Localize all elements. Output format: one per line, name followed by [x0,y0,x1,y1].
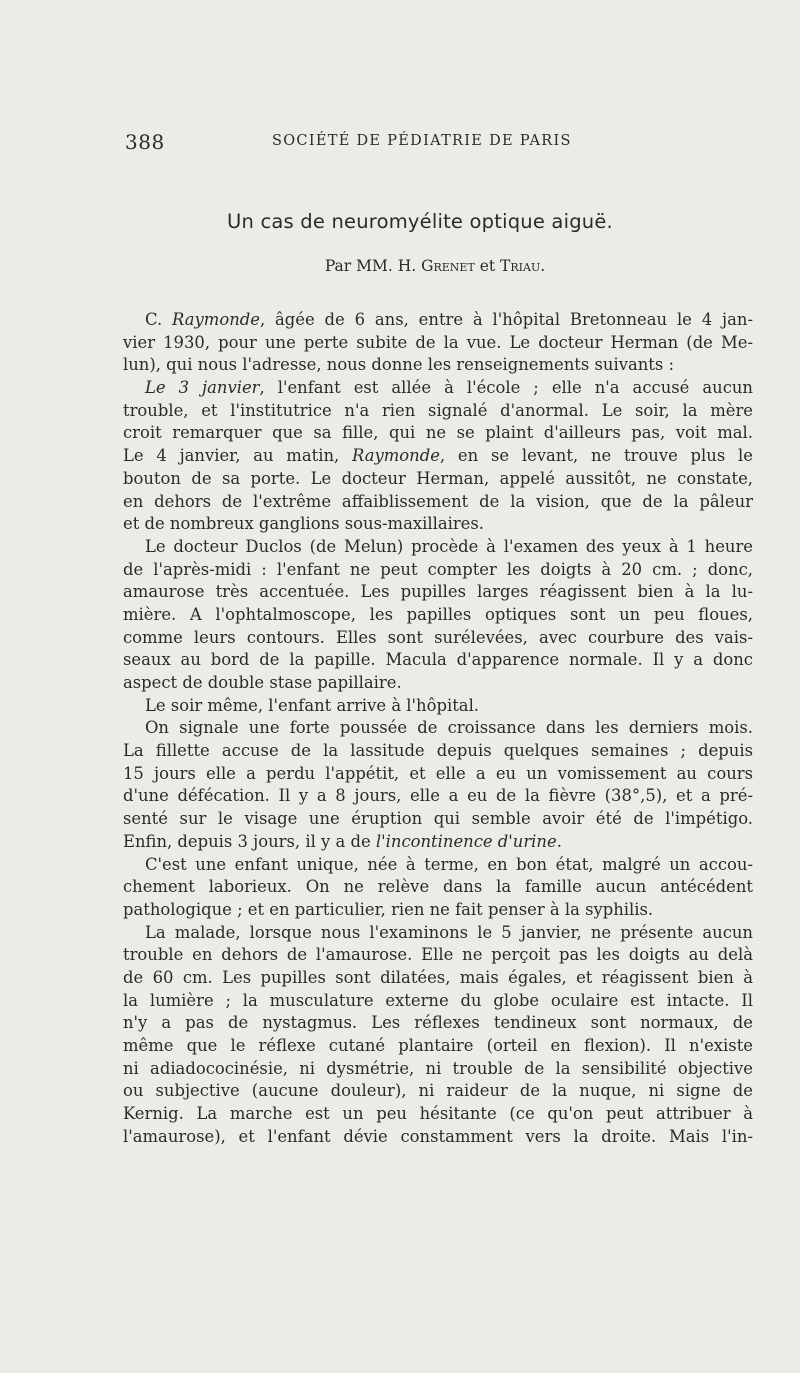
body-line: de 60 cm. Les pupilles sont dilatées, mais égales, et réagissent bien à [123,967,753,987]
author-triau: Triau [500,257,541,275]
body-line: Enfin, depuis 3 jours, il y a de l'incontinence d'urine. [123,831,562,851]
body-line: seaux au bord de la papille. Macula d'apparence normale. Il y a donc [123,650,753,670]
body-line: même que le réflexe cutané plantaire (orteil en flexion). Il n'existe [123,1036,753,1055]
body-line: comme leurs contours. Elles sont surélevées, avec courbure des vais- [123,627,753,647]
body-line: 15 jours elle a perdu l'appétit, et elle a eu un vomissement au cours [123,763,753,783]
body-line: aspect de double stase papillaire. [123,673,402,692]
authors-prefix: Par MM. H. [324,257,422,275]
body-line: ni adiadococinésie, ni dysmétrie, ni trouble de la sensibilité objective [123,1058,753,1078]
body-line: Le 3 janvier, l'enfant est allée à l'école ; elle n'a accusé aucun [145,378,753,398]
body-line: de l'après-midi : l'enfant ne peut compter les doigts à 20 cm. ; donc, [123,559,753,579]
body-line: amaurose très accentuée. Les pupilles larges réagissent bien à la lu- [123,582,753,602]
body-line: l'amaurose), et l'enfant dévie constamment vers la droite. Mais l'in- [123,1126,753,1146]
body-line: et de nombreux ganglions sous-maxillaires. [123,514,484,534]
authors-suffix: . [540,257,546,275]
body-line: La malade, lorsque nous l'examinons le 5 janvier, ne présente aucun [145,922,753,942]
article-body [123,309,753,1148]
body-line: Kernig. La marche est un peu hésitante (ce qu'on peut attribuer à [123,1104,753,1124]
body-line: n'y a pas de nystagmus. Les réflexes tendineux sont normaux, de [123,1013,753,1033]
article-title: Un cas de neuromyélite optique aiguë. [227,210,613,233]
body-line: vier 1930, pour une perte subite de la vue. Le docteur Herman (de Me- [123,332,753,352]
body-line: mière. A l'ophtalmoscope, les papilles optiques sont un peu floues, [123,604,753,624]
body-line: la lumière ; la musculature externe du globe oculaire est intacte. Il [123,990,753,1010]
page-number: 388 [125,130,165,154]
body-line: trouble en dehors de l'amaurose. Elle ne perçoit pas les doigts au delà [123,945,753,965]
body-line: croit remarquer que sa fille, qui ne se plaint d'ailleurs pas, voit mal. [123,423,753,443]
body-line: senté sur le visage une éruption qui semble avoir été de l'impétigo. [123,809,753,829]
body-line: trouble, et l'institutrice n'a rien signalé d'anormal. Le soir, la mère [123,400,753,420]
article-authors [0,257,800,275]
running-head: SOCIÉTÉ DE PÉDIATRIE DE PARIS [272,133,572,149]
body-line: C'est une enfant unique, née à terme, en bon état, malgré un accou- [145,854,753,874]
body-line: On signale une forte poussée de croissance dans les derniers mois. [145,718,753,738]
body-line: Le 4 janvier, au matin, Raymonde, en se levant, ne trouve plus le [123,446,753,466]
body-line: en dehors de l'extrême affaiblissement de la vision, que de la pâleur [123,491,753,511]
body-line: lun), qui nous l'adresse, nous donne les renseignements suivants : [123,355,675,375]
body-line: C. Raymonde, âgée de 6 ans, entre à l'hôpital Bretonneau le 4 jan- [145,310,753,329]
body-line: chement laborieux. On ne relève dans la famille aucun antécédent [123,877,753,897]
body-line: bouton de sa porte. Le docteur Herman, appelé aussitôt, ne constate, [123,468,753,488]
body-line: Le docteur Duclos (de Melun) procède à l'examen des yeux à 1 heure [145,536,753,556]
authors-and: et [474,257,501,275]
body-line: pathologique ; et en particulier, rien ne fait penser à la syphilis. [123,899,654,919]
author-grenet: Grenet [421,257,475,275]
body-line: ou subjective (aucune douleur), ni raideur de la nuque, ni signe de [123,1081,753,1101]
body-line: Le soir même, l'enfant arrive à l'hôpital. [145,695,480,715]
body-line: La fillette accuse de la lassitude depuis quelques semaines ; depuis [123,741,753,761]
body-line: d'une défécation. Il y a 8 jours, elle a eu de la fièvre (38°,5), et a pré- [123,786,753,806]
